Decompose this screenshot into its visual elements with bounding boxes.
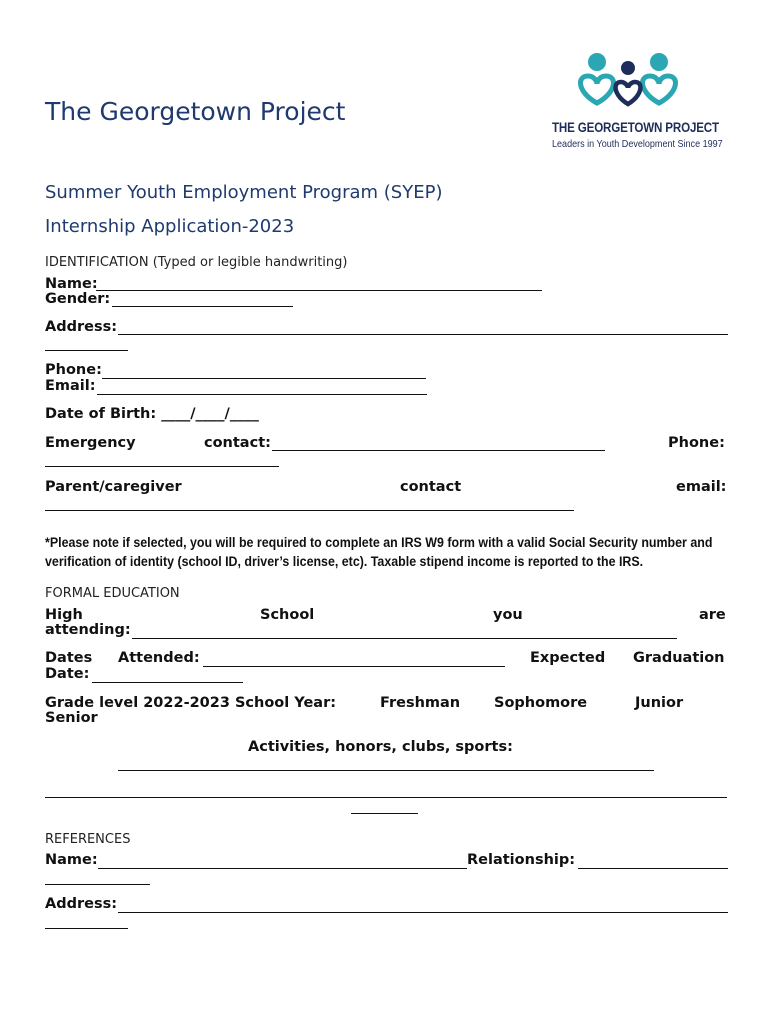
parent-caregiver-label: Parent/caregiver [45, 479, 182, 495]
high-school-field[interactable] [132, 638, 677, 639]
graduation-word: Graduation [633, 650, 725, 666]
email-label: Email: [45, 378, 96, 394]
high-school-word: School [260, 607, 315, 623]
high-school-label: attending: [45, 622, 131, 638]
activities-field[interactable] [118, 770, 654, 771]
expected-word: Expected [530, 650, 606, 666]
organization-title: The Georgetown Project [45, 97, 346, 126]
logo-tagline: Leaders in Youth Development Since 1997 [552, 138, 723, 150]
high-school-word: High [45, 607, 83, 623]
formal-education-heading: FORMAL EDUCATION [45, 586, 180, 601]
dates-attended-label: Attended: [118, 650, 200, 666]
irs-notice-line2: verification of identity (school ID, driver’s license, etc). Taxable stipend income is reported to the IRS. [45, 554, 644, 569]
grade-option-senior[interactable]: Senior [45, 710, 98, 726]
dates-attended-field[interactable] [203, 666, 505, 667]
irs-notice-line1: *Please note if selected, you will be required to complete an IRS W9 form with a valid Social Security number and [45, 535, 713, 550]
high-school-word: are [699, 607, 726, 623]
address-label: Address: [45, 319, 118, 335]
emergency-contact-label: contact: [204, 435, 271, 451]
parent-email-label: email: [676, 479, 727, 495]
relationship-label: Relationship: [467, 852, 576, 868]
logo-name: THE GEORGETOWN PROJECT [552, 120, 719, 135]
grade-level-label: Grade level 2022-2023 School Year: [45, 695, 337, 711]
relationship-field-continued[interactable] [45, 884, 150, 885]
phone-field[interactable] [102, 378, 426, 379]
address-field-continued[interactable] [45, 350, 128, 351]
name-field[interactable] [96, 290, 542, 291]
reference-address-field[interactable] [118, 912, 728, 913]
reference-address-field-continued[interactable] [45, 928, 128, 929]
relationship-field[interactable] [578, 868, 728, 869]
references-heading: REFERENCES [45, 832, 131, 847]
emergency-phone-field[interactable] [45, 466, 279, 467]
parent-caregiver-field[interactable] [45, 510, 574, 511]
parent-contact-label: contact [400, 479, 462, 495]
date-of-birth-field[interactable]: Date of Birth: ____/____/____ [45, 406, 259, 422]
activities-field-line2[interactable] [45, 797, 727, 798]
address-field[interactable] [118, 334, 728, 335]
grade-option-freshman[interactable]: Freshman [380, 695, 461, 711]
activities-label: Activities, honors, clubs, sports: [248, 739, 513, 755]
reference-name-field[interactable] [98, 868, 467, 869]
reference-name-label: Name: [45, 852, 98, 868]
activities-field-line3[interactable] [351, 813, 418, 814]
high-school-word: you [493, 607, 523, 623]
program-title: Summer Youth Employment Program (SYEP) [45, 182, 443, 203]
grade-option-sophomore[interactable]: Sophomore [494, 695, 588, 711]
gender-field[interactable] [112, 306, 293, 307]
name-label: Name: [45, 276, 98, 292]
emergency-phone-label: Phone: [668, 435, 725, 451]
application-title: Internship Application-2023 [45, 216, 295, 237]
emergency-label-word: Emergency [45, 435, 136, 451]
emergency-contact-field[interactable] [272, 450, 605, 451]
phone-label: Phone: [45, 362, 102, 378]
reference-address-label: Address: [45, 896, 118, 912]
identification-heading: IDENTIFICATION (Typed or legible handwriting) [45, 255, 348, 270]
dates-word: Dates [45, 650, 93, 666]
gender-label: Gender: [45, 291, 111, 307]
graduation-date-label: Date: [45, 666, 90, 682]
graduation-date-field[interactable] [92, 682, 243, 683]
email-field[interactable] [97, 394, 427, 395]
grade-option-junior[interactable]: Junior [635, 695, 684, 711]
